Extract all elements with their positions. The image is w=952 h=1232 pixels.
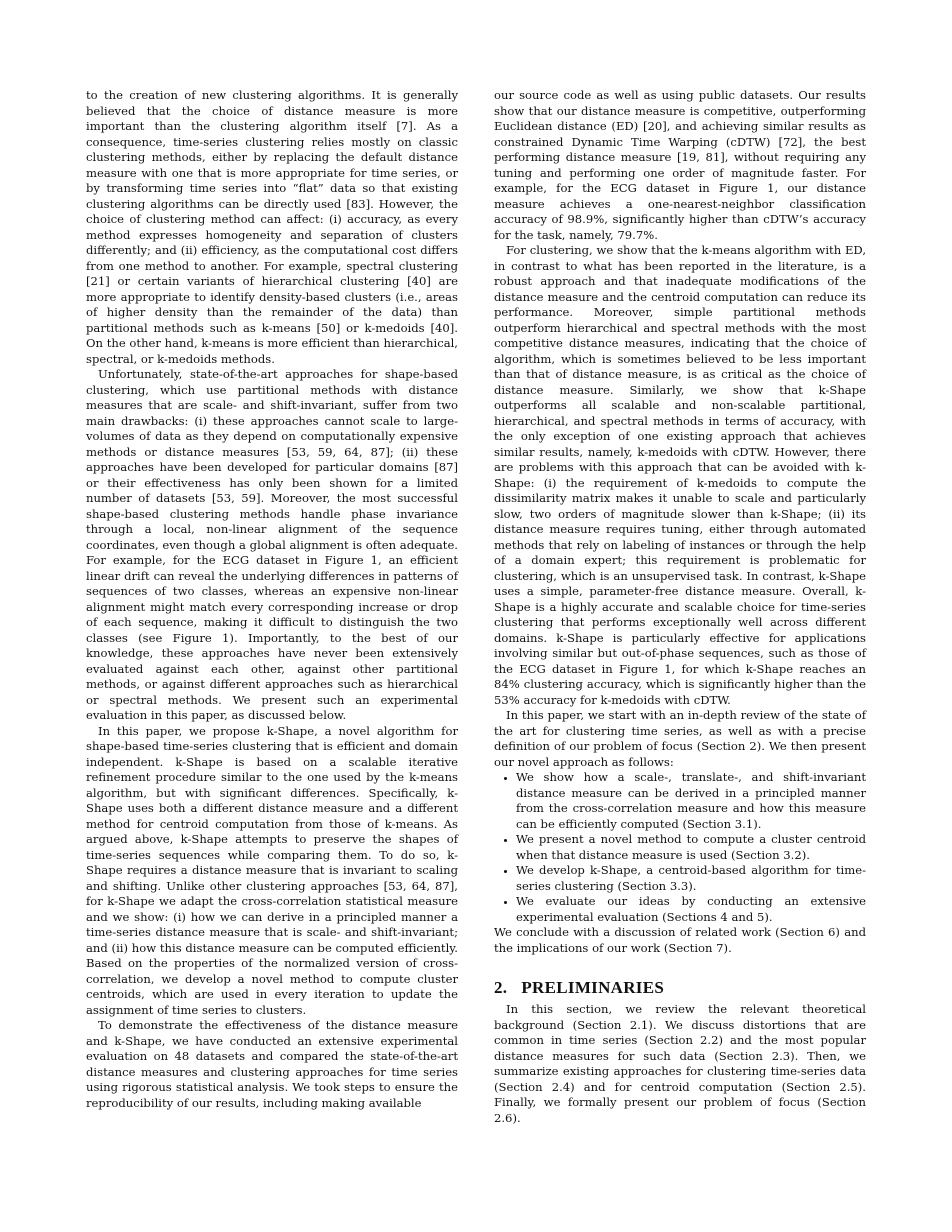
- list-item: • We show how a scale-, translate-, and shift-invariant distance measure can be derived in a principled manner from the cross-correlation measure and how this measure can be efficiently computed (Section 3.1).: [516, 770, 866, 832]
- paragraph-preliminaries: In this section, we review the relevant theoretical background (Section 2.1). We discuss distortions that are common in time series (Section 2.2) and the most popular distance measures for such data (Section 2.3). Then, we summarize existing approaches for clustering time-series data (Section 2.4) and for centroid computation (Section 2.5). Finally, we formally present our problem of focus (Section 2.6).: [494, 1002, 866, 1125]
- paragraph-drawbacks: Unfortunately, state-of-the-art approaches for shape-based clustering, which use partitional methods with distance measures that are scale- and shift-invariant, suffer from two main drawbacks: (i) these approaches cannot scale to large-volumes of data as they depend on computationally expensive methods or distance measures [53, 59, 64, 87]; (ii) these approaches have been developed for particular domains [87] or their effectiveness has only been shown for a limited number of datasets [53, 59]. Moreover, the most successful shape-based clustering methods handle phase invariance through a local, non-linear alignment of the sequence coordinates, even though a global alignment is often adequate. For example, for the ECG dataset in Figure 1, an efficient linear drift can reveal the underlying differences in patterns of sequences of two classes, whereas an expensive non-linear alignment might match every corresponding increase or drop of each sequence, making it difficult to distinguish the two classes (see Figure 1). Importantly, to the best of our knowledge, these approaches have never been extensively evaluated against each other, against other partitional methods, or against different approaches such as hierarchical or spectral methods. We present such an experimental evaluation in this paper, as discussed below.: [86, 367, 458, 722]
- list-item: • We develop k-Shape, a centroid-based algorithm for time-series clustering (Section 3.3).: [516, 863, 866, 894]
- paragraph-outline: In this paper, we start with an in-depth review of the state of the art for clustering time series, as well as with a precise definition of our problem of focus (Section 2). We then present our novel approach as follows:: [494, 708, 866, 769]
- section-title: PRELIMINARIES: [521, 978, 665, 997]
- paragraph-clustering-results: For clustering, we show that the k-means algorithm with ED, in contrast to what has been reported in the literature, is a robust approach and that inadequate modifications of the distance measure and the centroid computation can reduce its performance. Moreover, simple partitional methods outperform hierarchical and spectral methods with the most competitive distance measures, indicating that the choice of algorithm, which is sometimes believed to be less important than that of distance measure, is as critical as the choice of distance measure. Similarly, we show that k-Shape outperforms all scalable and non-scalable partitional, hierarchical, and spectral methods in terms of accuracy, with the only exception of one existing approach that achieves similar results, namely, k-medoids with cDTW. However, there are problems with this approach that can be avoided with k-Shape: (i) the requirement of k-medoids to compute the dissimilarity matrix makes it unable to scale and particularly slow, two orders of magnitude slower than k-Shape; (ii) its distance measure requires tuning, either through automated methods that rely on labeling of instances or through the help of a domain expert; this requirement is problematic for clustering, which is an unsupervised task. In contrast, k-Shape uses a simple, parameter-free distance measure. Overall, k-Shape is a highly accurate and scalable choice for time-series clustering that performs exceptionally well across different domains. k-Shape is particularly effective for applications involving similar but out-of-phase sequences, such as those of the ECG dataset in Figure 1, for which k-Shape reaches an 84% clustering accuracy, which is significantly higher than the 53% accuracy for k-medoids with cDTW.: [494, 243, 866, 707]
- list-item: • We present a novel method to compute a cluster centroid when that distance measure is used (Section 3.2).: [516, 832, 866, 863]
- paragraph-clustering-background: to the creation of new clustering algorithms. It is generally believed that the choice of distance measure is more important than the clustering algorithm itself [7]. As a consequence, time-series clustering relies mostly on classic clustering methods, either by replacing the default distance measure with one that is more appropriate for time series, or by transforming time series into “flat” data so that existing clustering algorithms can be directly used [83]. However, the choice of clustering method can affect: (i) accuracy, as every method expresses homogeneity and separation of clusters differently; and (ii) efficiency, as the computational cost differs from one method to another. For example, spectral clustering [21] or certain variants of hierarchical clustering [40] are more appropriate to identify density-based clusters (i.e., areas of higher density than the remainder of the data) than partitional methods such as k-means [50] or k-medoids [40]. On the other hand, k-means is more efficient than hierarchical, spectral, or k-medoids methods.: [86, 88, 458, 366]
- left-column: [86, 88, 458, 1138]
- section-heading: [494, 978, 866, 998]
- contributions-list: [494, 770, 866, 925]
- paragraph-kshape-proposal: In this paper, we propose k-Shape, a novel algorithm for shape-based time-series clustering that is efficient and domain independent. k-Shape is based on a scalable iterative refinement procedure similar to the one used by the k-means algorithm, but with significant differences. Specifically, k-Shape uses both a different distance measure and a different method for centroid computation from those of k-means. As argued above, k-Shape attempts to preserve the shapes of time-series sequences while comparing them. To do so, k-Shape requires a distance measure that is invariant to scaling and shifting. Unlike other clustering approaches [53, 64, 87], for k-Shape we adapt the cross-correlation statistical measure and we show: (i) how we can derive in a principled manner a time-series distance measure that is scale- and shift-invariant; and (ii) how this distance measure can be computed efficiently. Based on the properties of the normalized version of cross-correlation, we develop a novel method to compute cluster centroids, which are used in every iteration to update the assignment of time series to clusters.: [86, 723, 458, 1017]
- paragraph-conclusion: We conclude with a discussion of related work (Section 6) and the implications of our work (Section 7).: [494, 925, 866, 955]
- right-column: [494, 88, 866, 1138]
- section-number: 2.: [494, 978, 508, 997]
- paper-page: [86, 88, 866, 1138]
- paragraph-evaluation: To demonstrate the effectiveness of the distance measure and k-Shape, we have conducted an extensive experimental evaluation on 48 datasets and compared the state-of-the-art distance measures and clustering approaches for time series using rigorous statistical analysis. We took steps to ensure the reproducibility of our results, including making available: [86, 1018, 458, 1110]
- paragraph-results: our source code as well as using public datasets. Our results show that our distance measure is competitive, outperforming Euclidean distance (ED) [20], and achieving similar results as constrained Dynamic Time Warping (cDTW) [72], the best performing distance measure [19, 81], without requiring any tuning and performing one order of magnitude faster. For example, for the ECG dataset in Figure 1, our distance measure achieves a one-nearest-neighbor classification accuracy of 98.9%, significantly higher than cDTW’s accuracy for the task, namely, 79.7%.: [494, 88, 866, 242]
- list-item: • We evaluate our ideas by conducting an extensive experimental evaluation (Sections 4 and 5).: [516, 894, 866, 925]
